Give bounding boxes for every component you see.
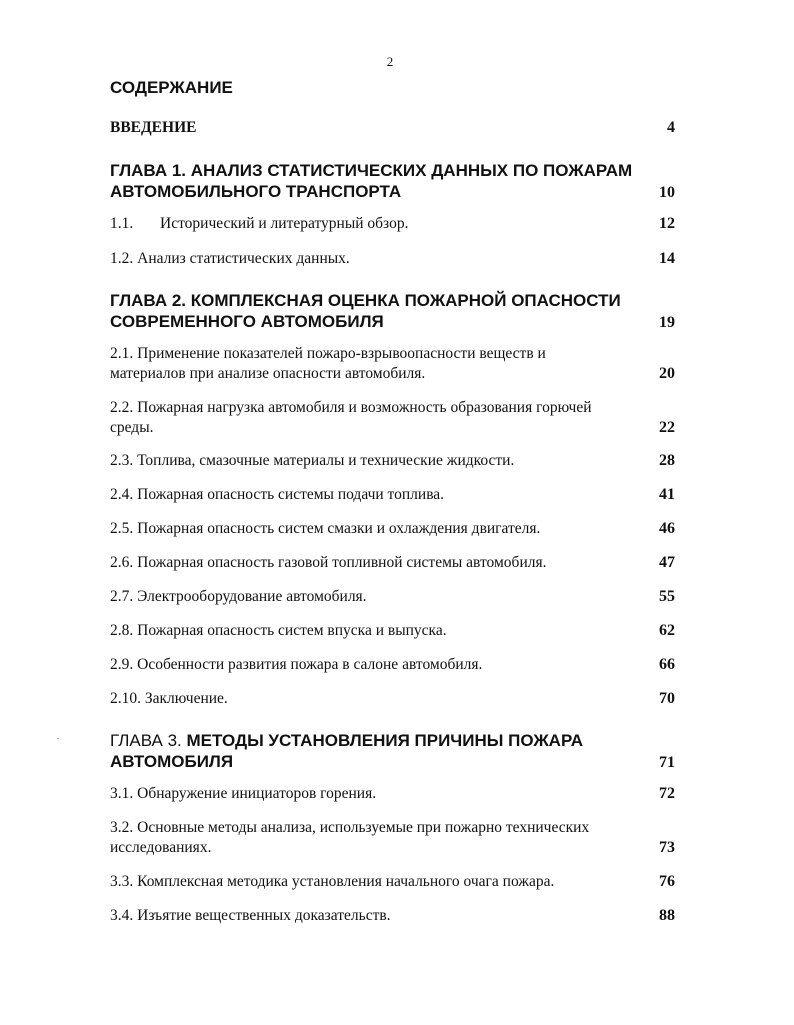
- toc-section: [110, 249, 675, 269]
- toc-section: [110, 872, 675, 892]
- section-number: 1.1.: [110, 215, 134, 232]
- chapter-title-line2: СОВРЕМЕННОГО АВТОМОБИЛЯ: [110, 312, 384, 331]
- section-title: 2.6. Пожарная опасность газовой топливной системы автомобиля.: [110, 554, 547, 571]
- chapter-title-line2: АВТОМОБИЛЯ: [110, 752, 234, 771]
- section-title-line1: 3.2. Основные методы анализа, используемые при пожарно технических: [110, 819, 590, 836]
- toc-entry-page: 4: [667, 119, 675, 136]
- chapter-title-line1: АНАЛИЗ СТАТИСТИЧЕСКИХ ДАННЫХ ПО ПОЖАРАМ: [190, 161, 633, 180]
- section-title: 1.2. Анализ статистических данных.: [110, 250, 350, 267]
- section-page: 73: [659, 839, 675, 856]
- section-title: 3.3. Комплексная методика установления начального очага пожара.: [110, 873, 555, 890]
- section-page: 88: [659, 907, 675, 924]
- section-title: 2.5. Пожарная опасность систем смазки и охлаждения двигателя.: [110, 520, 541, 537]
- toc-section: [110, 587, 675, 607]
- section-title-line1: 2.1. Применение показателей пожаро-взрывоопасности веществ и: [110, 345, 546, 362]
- toc-section: [110, 818, 675, 858]
- section-page: 20: [659, 365, 675, 382]
- toc-section: [110, 655, 675, 675]
- toc-section: [110, 519, 675, 539]
- section-page: 28: [659, 452, 675, 469]
- section-title: 2.3. Топлива, смазочные материалы и технические жидкости.: [110, 452, 515, 469]
- section-page: 55: [659, 588, 675, 605]
- toc-chapter-2: [110, 290, 675, 333]
- toc-section: [110, 214, 675, 234]
- section-title: 2.9. Особенности развития пожара в салоне автомобиля.: [110, 656, 483, 673]
- chapter-page: 19: [659, 314, 675, 331]
- section-page: 22: [659, 419, 675, 436]
- section-page: 12: [659, 215, 675, 232]
- section-title-line2: среды.: [110, 419, 154, 436]
- section-title: 3.1. Обнаружение инициаторов горения.: [110, 785, 377, 802]
- toc-chapter-1: [110, 160, 675, 203]
- section-page: 66: [659, 656, 675, 673]
- section-title-line2: исследованиях.: [110, 839, 212, 856]
- toc-entry-intro: [110, 119, 675, 137]
- toc-section: [110, 689, 675, 709]
- section-title: 2.4. Пожарная опасность системы подачи топлива.: [110, 486, 445, 503]
- page-title: СОДЕРЖАНИЕ: [110, 78, 233, 97]
- section-title: 2.8. Пожарная опасность систем впуска и выпуска.: [110, 622, 447, 639]
- toc-section: [110, 621, 675, 641]
- section-page: 46: [659, 520, 675, 537]
- toc-section: [110, 451, 675, 471]
- section-page: 70: [659, 690, 675, 707]
- section-title: Исторический и литературный обзор.: [160, 215, 409, 232]
- toc-section: [110, 784, 675, 804]
- toc-section: [110, 553, 675, 573]
- section-page: 41: [659, 486, 675, 503]
- toc-section: [110, 344, 675, 384]
- chapter-prefix: ГЛАВА 2.: [110, 291, 187, 310]
- section-title: 2.10. Заключение.: [110, 690, 228, 707]
- section-page: 62: [659, 622, 675, 639]
- section-page: 47: [659, 554, 675, 571]
- section-page: 76: [659, 873, 675, 890]
- section-page: 14: [659, 250, 675, 267]
- chapter-title-line2: АВТОМОБИЛЬНОГО ТРАНСПОРТА: [110, 182, 402, 201]
- chapter-prefix: ГЛАВА 1.: [110, 161, 187, 180]
- chapter-page: 10: [659, 184, 675, 201]
- toc-section: [110, 485, 675, 505]
- chapter-title-line1: МЕТОДЫ УСТАНОВЛЕНИЯ ПРИЧИНЫ ПОЖАРА: [186, 731, 584, 750]
- chapter-title-line1: КОМПЛЕКСНАЯ ОЦЕНКА ПОЖАРНОЙ ОПАСНОСТИ: [190, 291, 621, 310]
- toc-chapter-3: [110, 730, 675, 773]
- chapter-page: 71: [659, 754, 675, 771]
- section-title-line1: 2.2. Пожарная нагрузка автомобиля и возможность образования горючей: [110, 399, 592, 416]
- section-title: 2.7. Электрооборудование автомобиля.: [110, 588, 367, 605]
- toc-entry-label: ВВЕДЕНИЕ: [110, 119, 197, 136]
- scan-speck: [57, 738, 59, 739]
- toc-section: [110, 906, 675, 926]
- chapter-prefix: ГЛАВА 3.: [110, 731, 182, 750]
- toc-section: [110, 398, 675, 438]
- page-number: 2: [386, 54, 394, 69]
- section-title: 3.4. Изъятие вещественных доказательств.: [110, 907, 391, 924]
- section-title-line2: материалов при анализе опасности автомобиля.: [110, 365, 426, 382]
- section-page: 72: [659, 785, 675, 802]
